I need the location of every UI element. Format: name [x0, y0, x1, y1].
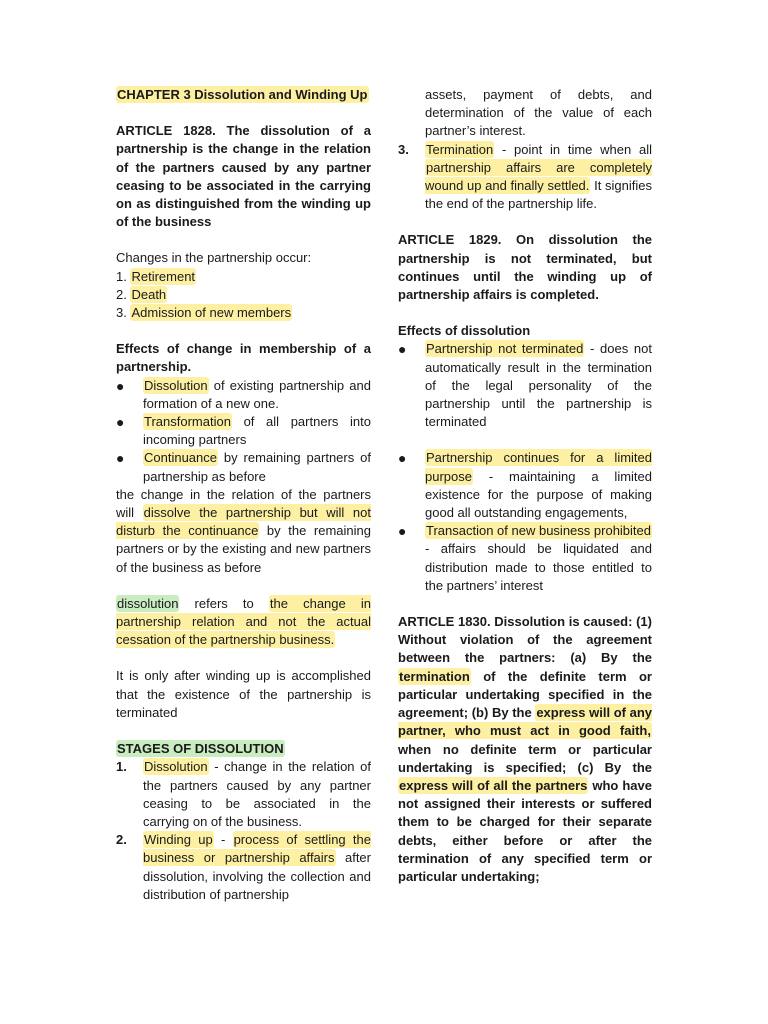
- winding-paragraph: It is only after winding up is accomplished that the existence of the partnership is terminated: [116, 668, 371, 720]
- left-column: [116, 86, 371, 904]
- bullet-icon: ●: [398, 341, 407, 358]
- change-item-2: 2. Death: [116, 286, 167, 302]
- change-item-1: 1. Retirement: [116, 268, 196, 284]
- dissolution-paragraph: dissolution refers to the change in partnership relation and not the actual cessation of the partnership business.: [116, 595, 371, 648]
- list-item: ● Continuance by remaining partners of partnership as before: [116, 450, 371, 484]
- bullet-icon: ●: [116, 377, 125, 394]
- list-item: ● Dissolution of existing partnership and formation of a new one.: [116, 377, 371, 411]
- change-item-3: 3. Admission of new members: [116, 305, 292, 321]
- change-paragraph: the change in the relation of the partners will dissolve the partnership but will not disturb the continuance by the remaining partners or by the existing and new partners of the business as before: [116, 486, 371, 575]
- stage-2-continuation: assets, payment of debts, and determination of the value of each partner’s interest.: [425, 87, 652, 139]
- list-item: ● Transaction of new business prohibited - affairs should be liquidated and distribution made to those entitled to the partners’ interest: [398, 523, 652, 593]
- article-1830: ARTICLE 1830. Dissolution is caused: (1) Without violation of the agreement between the partners: (a) By the termination of the definite term or particular undertaking specified in the agreement; (b) By the express will of any partner, who must act in good faith, when no definite term or particular undertaking is specified; (c) By the express will of all the partners who have not assigned their interests or suffered them to be charged for their separate debts, either before or after the termination of any specified term or particular undertaking;: [398, 614, 652, 884]
- list-item: ● Transformation of all partners into incoming partners: [116, 414, 371, 448]
- stage-item-3: 3. Termination - point in time when all partnership affairs are completely wound up and finally settled. It signifies the end of the partnership life.: [398, 141, 652, 212]
- changes-intro: Changes in the partnership occur:: [116, 250, 312, 266]
- effects-dissolution-title: Effects of dissolution: [398, 323, 531, 339]
- chapter-title: CHAPTER 3 Dissolution and Winding Up: [117, 87, 368, 102]
- list-item: ● Partnership continues for a limited purpose - maintaining a limited existence for the purpose of making good all outstanding engagements,: [398, 450, 652, 521]
- stage-item-1: 1. Dissolution - change in the relation of the partners caused by any partner ceasing to be associated in the carrying on of the business.: [116, 759, 371, 829]
- stages-title: STAGES OF DISSOLUTION: [117, 741, 284, 757]
- article-1829: ARTICLE 1829. On dissolution the partnership is not terminated, but continues until the winding up of partnership affairs is completed.: [398, 232, 652, 303]
- bullet-icon: ●: [398, 523, 407, 540]
- bullet-icon: ●: [116, 450, 125, 467]
- bullet-icon: ●: [398, 450, 407, 467]
- list-item: ● Partnership not terminated - does not automatically result in the termination of the legal personality of the partnership until the partnership is terminated: [398, 341, 652, 430]
- right-column: [398, 86, 652, 886]
- article-1828: ARTICLE 1828. The dissolution of a partnership is the change in the relation of the partners caused by any partner ceasing to be associated in the carrying on as distinguished from the winding up of the business: [116, 123, 371, 230]
- stage-item-2: 2. Winding up - process of settling the business or partnership affairs after dissolution, involving the collection and distribution of partnership: [116, 832, 371, 902]
- bullet-icon: ●: [116, 414, 125, 431]
- effects-change-title: Effects of change in membership of a partnership.: [116, 341, 371, 375]
